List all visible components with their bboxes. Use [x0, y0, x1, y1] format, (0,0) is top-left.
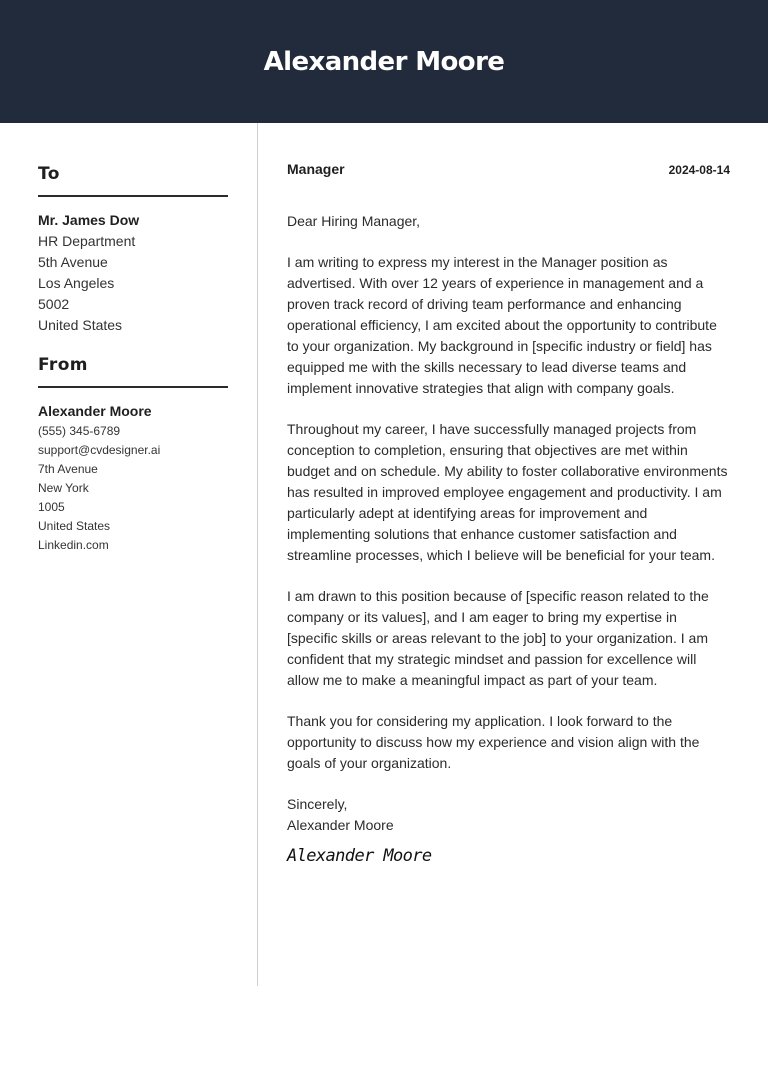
letter-meta	[287, 161, 730, 183]
sender-street: 7th Avenue	[38, 462, 98, 476]
recipient-country: United States	[38, 317, 123, 333]
signature: Alexander Moore	[287, 846, 432, 866]
from-heading: From	[38, 354, 228, 388]
sender-country: United States	[38, 519, 111, 533]
paragraph-2: Throughout my career, I have successfully managed projects from conception to completion, ensuring that objectives are met within budget and on schedule. My ability to foster collaborative environments has resulted in improved employee engagement and productivity. I am particularly adept at identifying areas for improvement and implementing solutions that enhance customer satisfaction and streamline processes, which I believe will be beneficial for your team.	[287, 421, 728, 563]
recipient-block	[38, 197, 228, 336]
sender-name: Alexander Moore	[38, 403, 152, 419]
closing-phrase: Sincerely,	[287, 796, 348, 812]
paragraph-1: I am writing to express my interest in the Manager position as advertised. With over 12 years of experience in management and a proven track record of driving team performance and enhancing operational efficiency, I am excited about the opportunity to contribute to your organization. My background in [specific industry or field] has equipped me with the skills necessary to lead diverse teams and implement innovative strategies that align with company goals.	[287, 254, 717, 396]
sender-phone: (555) 345-6789	[38, 424, 121, 438]
paragraph-4: Thank you for considering my application. I look forward to the opportunity to discuss how my experience and vision align with the goals of your organization.	[287, 713, 700, 771]
recipient-street: 5th Avenue	[38, 254, 108, 270]
page-header	[0, 0, 768, 123]
to-heading: To	[38, 163, 228, 197]
closing-block	[287, 794, 730, 836]
salutation: Dear Hiring Manager,	[287, 213, 421, 229]
sidebar	[38, 163, 228, 555]
sender-block	[38, 388, 228, 555]
sender-city: New York	[38, 481, 89, 495]
column-divider	[257, 123, 258, 986]
recipient-postal-code: 5002	[38, 296, 70, 312]
recipient-city: Los Angeles	[38, 275, 115, 291]
letter-body	[287, 211, 730, 774]
job-title: Manager	[287, 161, 345, 177]
header-name: Alexander Moore	[263, 47, 505, 77]
closing-name: Alexander Moore	[287, 817, 394, 833]
recipient-name: Mr. James Dow	[38, 212, 140, 228]
paragraph-3: I am drawn to this position because of [specific reason related to the company or its values], and I am eager to bring my expertise in [specific skills or areas relevant to the job] to your organization. I am confident that my strategic mindset and passion for excellence will allow me to make a meaningful impact as part of your team.	[287, 588, 709, 688]
sender-email: support@cvdesigner.ai	[38, 443, 161, 457]
sender-postal-code: 1005	[38, 500, 65, 514]
letter-main	[287, 161, 730, 866]
sender-linkedin: Linkedin.com	[38, 538, 109, 552]
recipient-department: HR Department	[38, 233, 136, 249]
letter-date: 2024-08-14	[668, 163, 730, 177]
